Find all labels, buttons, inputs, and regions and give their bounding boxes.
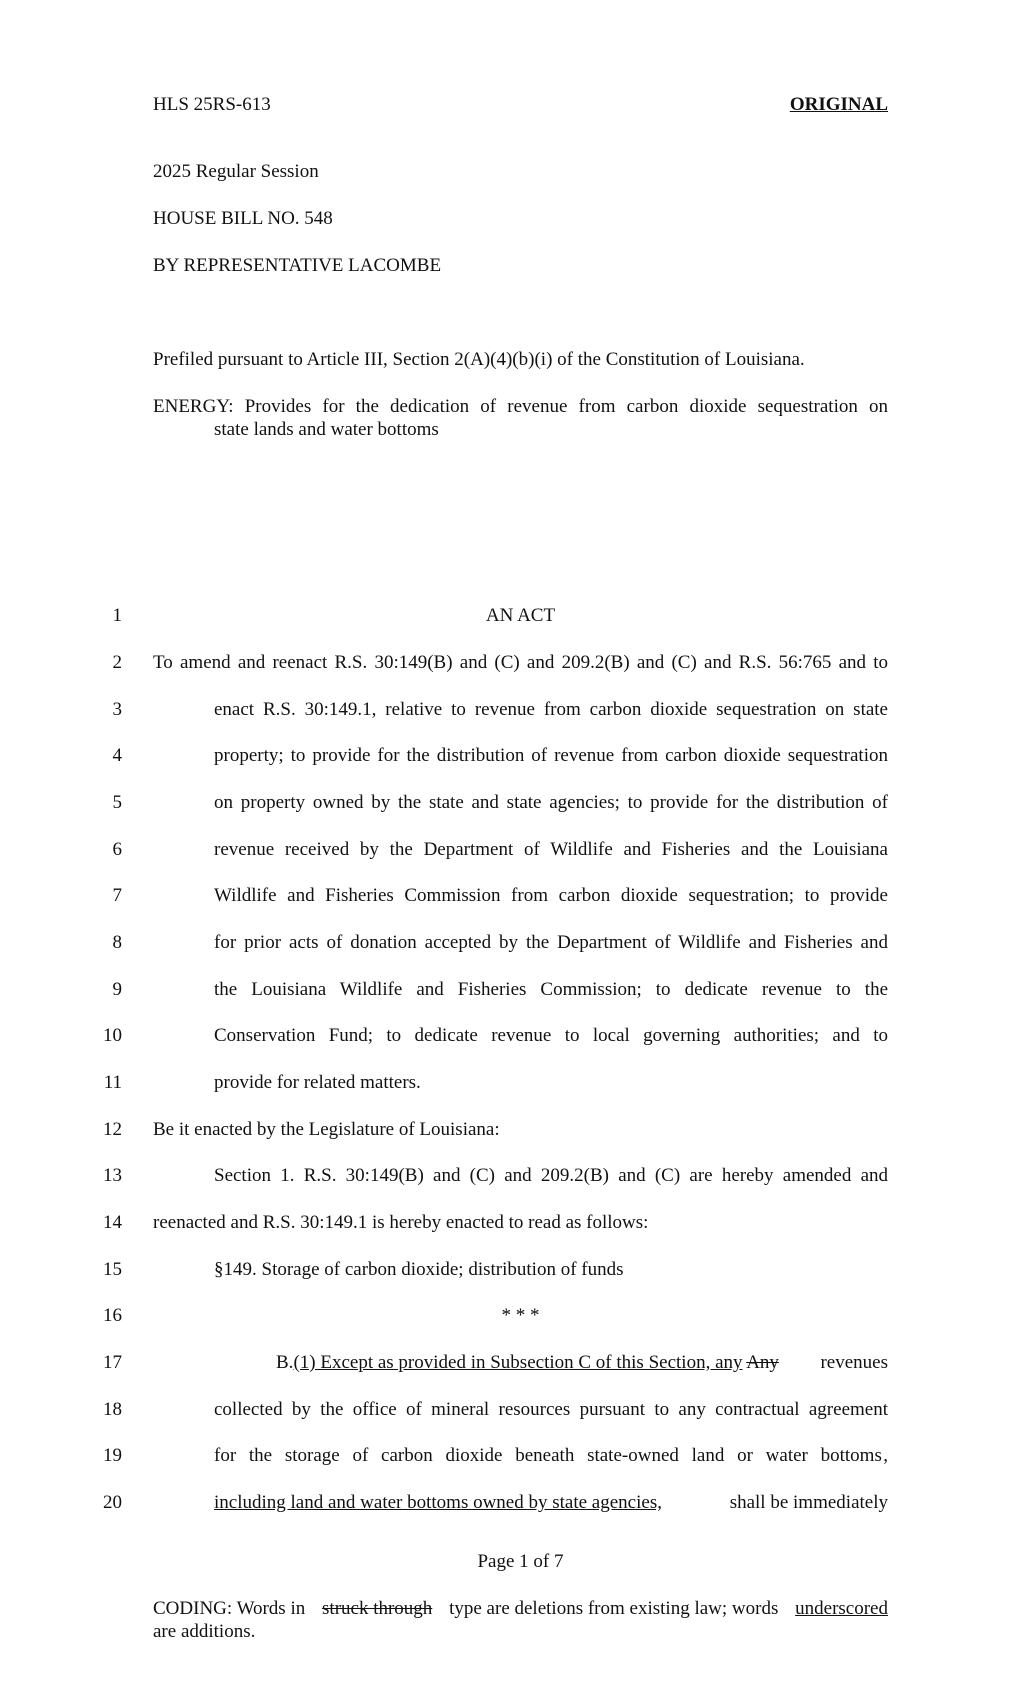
line-number: 13 <box>103 1165 122 1186</box>
body-text: revenues <box>820 1352 888 1373</box>
line-number: 18 <box>103 1399 122 1420</box>
line-number: 15 <box>103 1259 122 1280</box>
enacting-clause: Be it enacted by the Legislature of Louisiana: <box>153 1119 500 1140</box>
document-id: HLS 25RS-613 <box>153 94 271 115</box>
line-number: 17 <box>103 1352 122 1373</box>
line-number: 6 <box>112 839 122 860</box>
coding-legend <box>153 1598 888 1620</box>
line-number: 4 <box>112 745 122 766</box>
line-number: 9 <box>112 979 122 1000</box>
subsection-b-line <box>276 1352 888 1374</box>
line-number: 10 <box>103 1025 122 1046</box>
coding-text: type are deletions from existing law; words <box>449 1598 779 1619</box>
body-line-3: enact R.S. 30:149.1, relative to revenue from carbon dioxide sequestration on state <box>214 699 888 720</box>
omission-asterisks: * * * <box>501 1305 540 1326</box>
page-number: Page 1 of 7 <box>477 1551 564 1572</box>
line-number: 16 <box>103 1305 122 1326</box>
line-number: 19 <box>103 1445 122 1466</box>
version-label: ORIGINAL <box>789 94 888 115</box>
body-line-10: Conservation Fund; to dedicate revenue to local governing authorities; and to <box>214 1025 888 1046</box>
line-number: 2 <box>112 652 122 673</box>
body-line-19 <box>214 1445 888 1467</box>
bill-author: BY REPRESENTATIVE LACOMBE <box>153 255 442 276</box>
section-heading-149: §149. Storage of carbon dioxide; distribution of funds <box>214 1259 624 1280</box>
line-number: 11 <box>103 1072 122 1093</box>
line-number: 7 <box>112 885 122 906</box>
digest-line-1: ENERGY: Provides for the dedication of revenue from carbon dioxide sequestration on <box>153 396 888 417</box>
line-number: 14 <box>103 1212 122 1233</box>
bill-number: HOUSE BILL NO. 548 <box>153 208 333 229</box>
line-number: 1 <box>112 605 122 626</box>
subsection-b-label: B. <box>276 1352 294 1373</box>
body-line-20 <box>214 1492 888 1514</box>
body-line-7: Wildlife and Fisheries Commission from carbon dioxide sequestration; to provide <box>214 885 888 906</box>
inserted-text: (1) Except as provided in Subsection C of this Section, any <box>293 1352 743 1373</box>
body-line-14: reenacted and R.S. 30:149.1 is hereby enacted to read as follows: <box>153 1212 649 1233</box>
body-line-2: To amend and reenact R.S. 30:149(B) and (C) and 209.2(B) and (C) and R.S. 56:765 and to <box>153 652 888 673</box>
body-line-4: property; to provide for the distribution of revenue from carbon dioxide sequestration <box>214 745 888 766</box>
inserted-text: including land and water bottoms owned by state agencies, <box>214 1492 662 1513</box>
underscore-example: underscored <box>795 1598 888 1619</box>
line-number: 20 <box>103 1492 122 1513</box>
line-number: 3 <box>112 699 122 720</box>
line-number: 12 <box>103 1119 122 1140</box>
line-number: 8 <box>112 932 122 953</box>
session-label: 2025 Regular Session <box>153 161 319 182</box>
body-text: shall be immediately <box>729 1492 888 1513</box>
body-text: for the storage of carbon dioxide beneath state-owned land or water bottoms <box>214 1445 882 1466</box>
strikethrough-example: struck through <box>322 1598 433 1619</box>
body-line-11: provide for related matters. <box>214 1072 421 1093</box>
coding-text-end: are additions. <box>153 1621 256 1642</box>
act-title: AN ACT <box>485 605 556 626</box>
deleted-text: Any <box>746 1352 779 1373</box>
body-line-5: on property owned by the state and state agencies; to provide for the distribution of <box>214 792 888 813</box>
prefile-notice: Prefiled pursuant to Article III, Section 2(A)(4)(b)(i) of the Constitution of Louisiana. <box>153 349 805 370</box>
digest-line-2: state lands and water bottoms <box>214 419 439 440</box>
body-line-8: for prior acts of donation accepted by the Department of Wildlife and Fisheries and <box>214 932 888 953</box>
body-line-9: the Louisiana Wildlife and Fisheries Commission; to dedicate revenue to the <box>214 979 888 1000</box>
body-line-6: revenue received by the Department of Wildlife and Fisheries and the Louisiana <box>214 839 888 860</box>
line-number: 5 <box>112 792 122 813</box>
coding-text: CODING: Words in <box>153 1598 306 1619</box>
body-line-18: collected by the office of mineral resources pursuant to any contractual agreement <box>214 1399 888 1420</box>
inserted-text: , <box>883 1445 888 1466</box>
section-1-line: Section 1. R.S. 30:149(B) and (C) and 209.2(B) and (C) are hereby amended and <box>214 1165 888 1186</box>
